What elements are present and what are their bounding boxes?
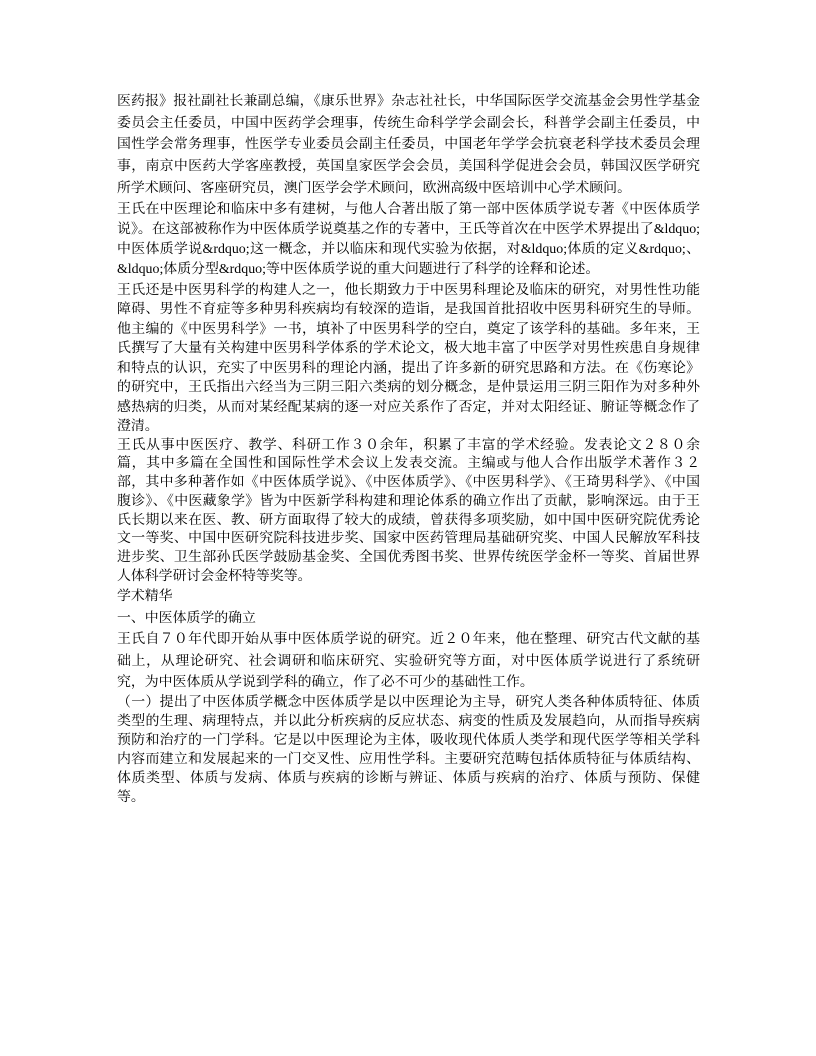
paragraph-subsection-body: 王氏自７０年代即开始从事中医体质学说的研究。近２０年来，他在整理、研究古代文献的基础上，从理论研究、社会调研和临床研究、实验研究等方面，对中医体质学说进行了系统研究，为中医体质从学说到学科的确立，作了必不可少的基础性工作。 (117, 632, 700, 690)
document-content (117, 0, 700, 807)
paragraph-constitution-theory: 王氏在中医理论和临床中多有建树，与他人合著出版了第一部中医体质学说专著《中医体质学说》。在这部被称作为中医体质学说奠基之作的专著中，王氏等首次在中医学术界提出了&ldquo;中医体质学说&rdquo;这一概念，并以临床和现代实验为依据，对&ldquo;体质的定义&rdquo;、&ldquo;体质分型&rdquo;等中医体质学说的重大问题进行了科学的诠释和论述。 (117, 201, 700, 278)
paragraph-andrology: 王氏还是中医男科学的构建人之一，他长期致力于中医男科理论及临床的研究，对男性性功能障碍、男性不育症等多种男科疾病均有较深的造诣，是我国首批招收中医男科研究生的导师。他主编的《中医男科学》一书，填补了中医男科学的空白，奠定了该学科的基础。多年来，王氏撰写了大量有关构建中医男科学体系的学术论文，极大地丰富了中医学对男性疾患自身规律和特点的认识，充实了中医男科的理论内涵，提出了许多新的研究思路和方法。在《伤寒论》的研究中，王氏指出六经当为三阴三阳六类病的划分概念，是仲景运用三阴三阳作为对多种外感热病的归类，从而对某经配某病的逐一对应关系作了否定，并对太阳经证、腑证等概念作了澄清。 (117, 282, 700, 435)
subsection-heading-constitution-establishment: 一、中医体质学的确立 (117, 611, 256, 627)
paragraph-bio-roles: 医药报》报社副社长兼副总编，《康乐世界》杂志社社长，中华国际医学交流基金会男性学基金委员会主任委员，中国中医药学会理事，传统生命科学学会副会长，科普学会副主任委员，中国性学会常务理事，性医学专业委员会副主任委员，中国老年学学会抗衰老科学技术委员会理事，南京中医药大学客座教授，英国皇家医学会会员，美国科学促进会会员，韩国汉医学研究所学术顾问、客座研究员，澳门医学会学术顾问，欧洲高级中医培训中心学术顾问。 (117, 94, 700, 196)
paragraph-item-one-concept: （一）提出了中医体质学概念中医体质学是以中医理论为主导，研究人类各种体质特征、体质类型的生理、病理特点，并以此分析疾病的反应状态、病变的性质及发展趋向，从而指导疾病预防和治疗的一门学科。它是以中医理论为主体，吸收现代体质人类学和现代医学等相关学科内容而建立和发展起来的一门交叉性、应用性学科。主要研究范畴包括体质特征与体质结构、体质类型、体质与发病、体质与疾病的诊断与辨证、体质与疾病的治疗、体质与预防、保健等。 (117, 695, 700, 806)
section-heading-academic-essence: 学术精华 (117, 589, 173, 605)
paragraph-achievements: 王氏从事中医医疗、教学、科研工作３０余年，积累了丰富的学术经验。发表论文２８０余篇，其中多篇在全国性和国际性学术会议上发表交流。主编或与他人合作出版学术著作３２部，其中多种著作如《中医体质学说》、《中医体质学》、《中医男科学》、《王琦男科学》、《中国腹诊》、《中医藏象学》皆为中医新学科构建和理论体系的确立作出了贡献，影响深远。由于王氏长期以来在医、教、研方面取得了较大的成绩，曾获得多项奖励，如中国中医研究院优秀论文一等奖、中国中医研究院科技进步奖、国家中医药管理局基础研究奖、中国人民解放军科技进步奖、卫生部孙氏医学鼓励基金奖、全国优秀图书奖、世界传统医学金杯一等奖、首届世界人体科学研讨会金杯特等奖等。 (117, 437, 700, 584)
